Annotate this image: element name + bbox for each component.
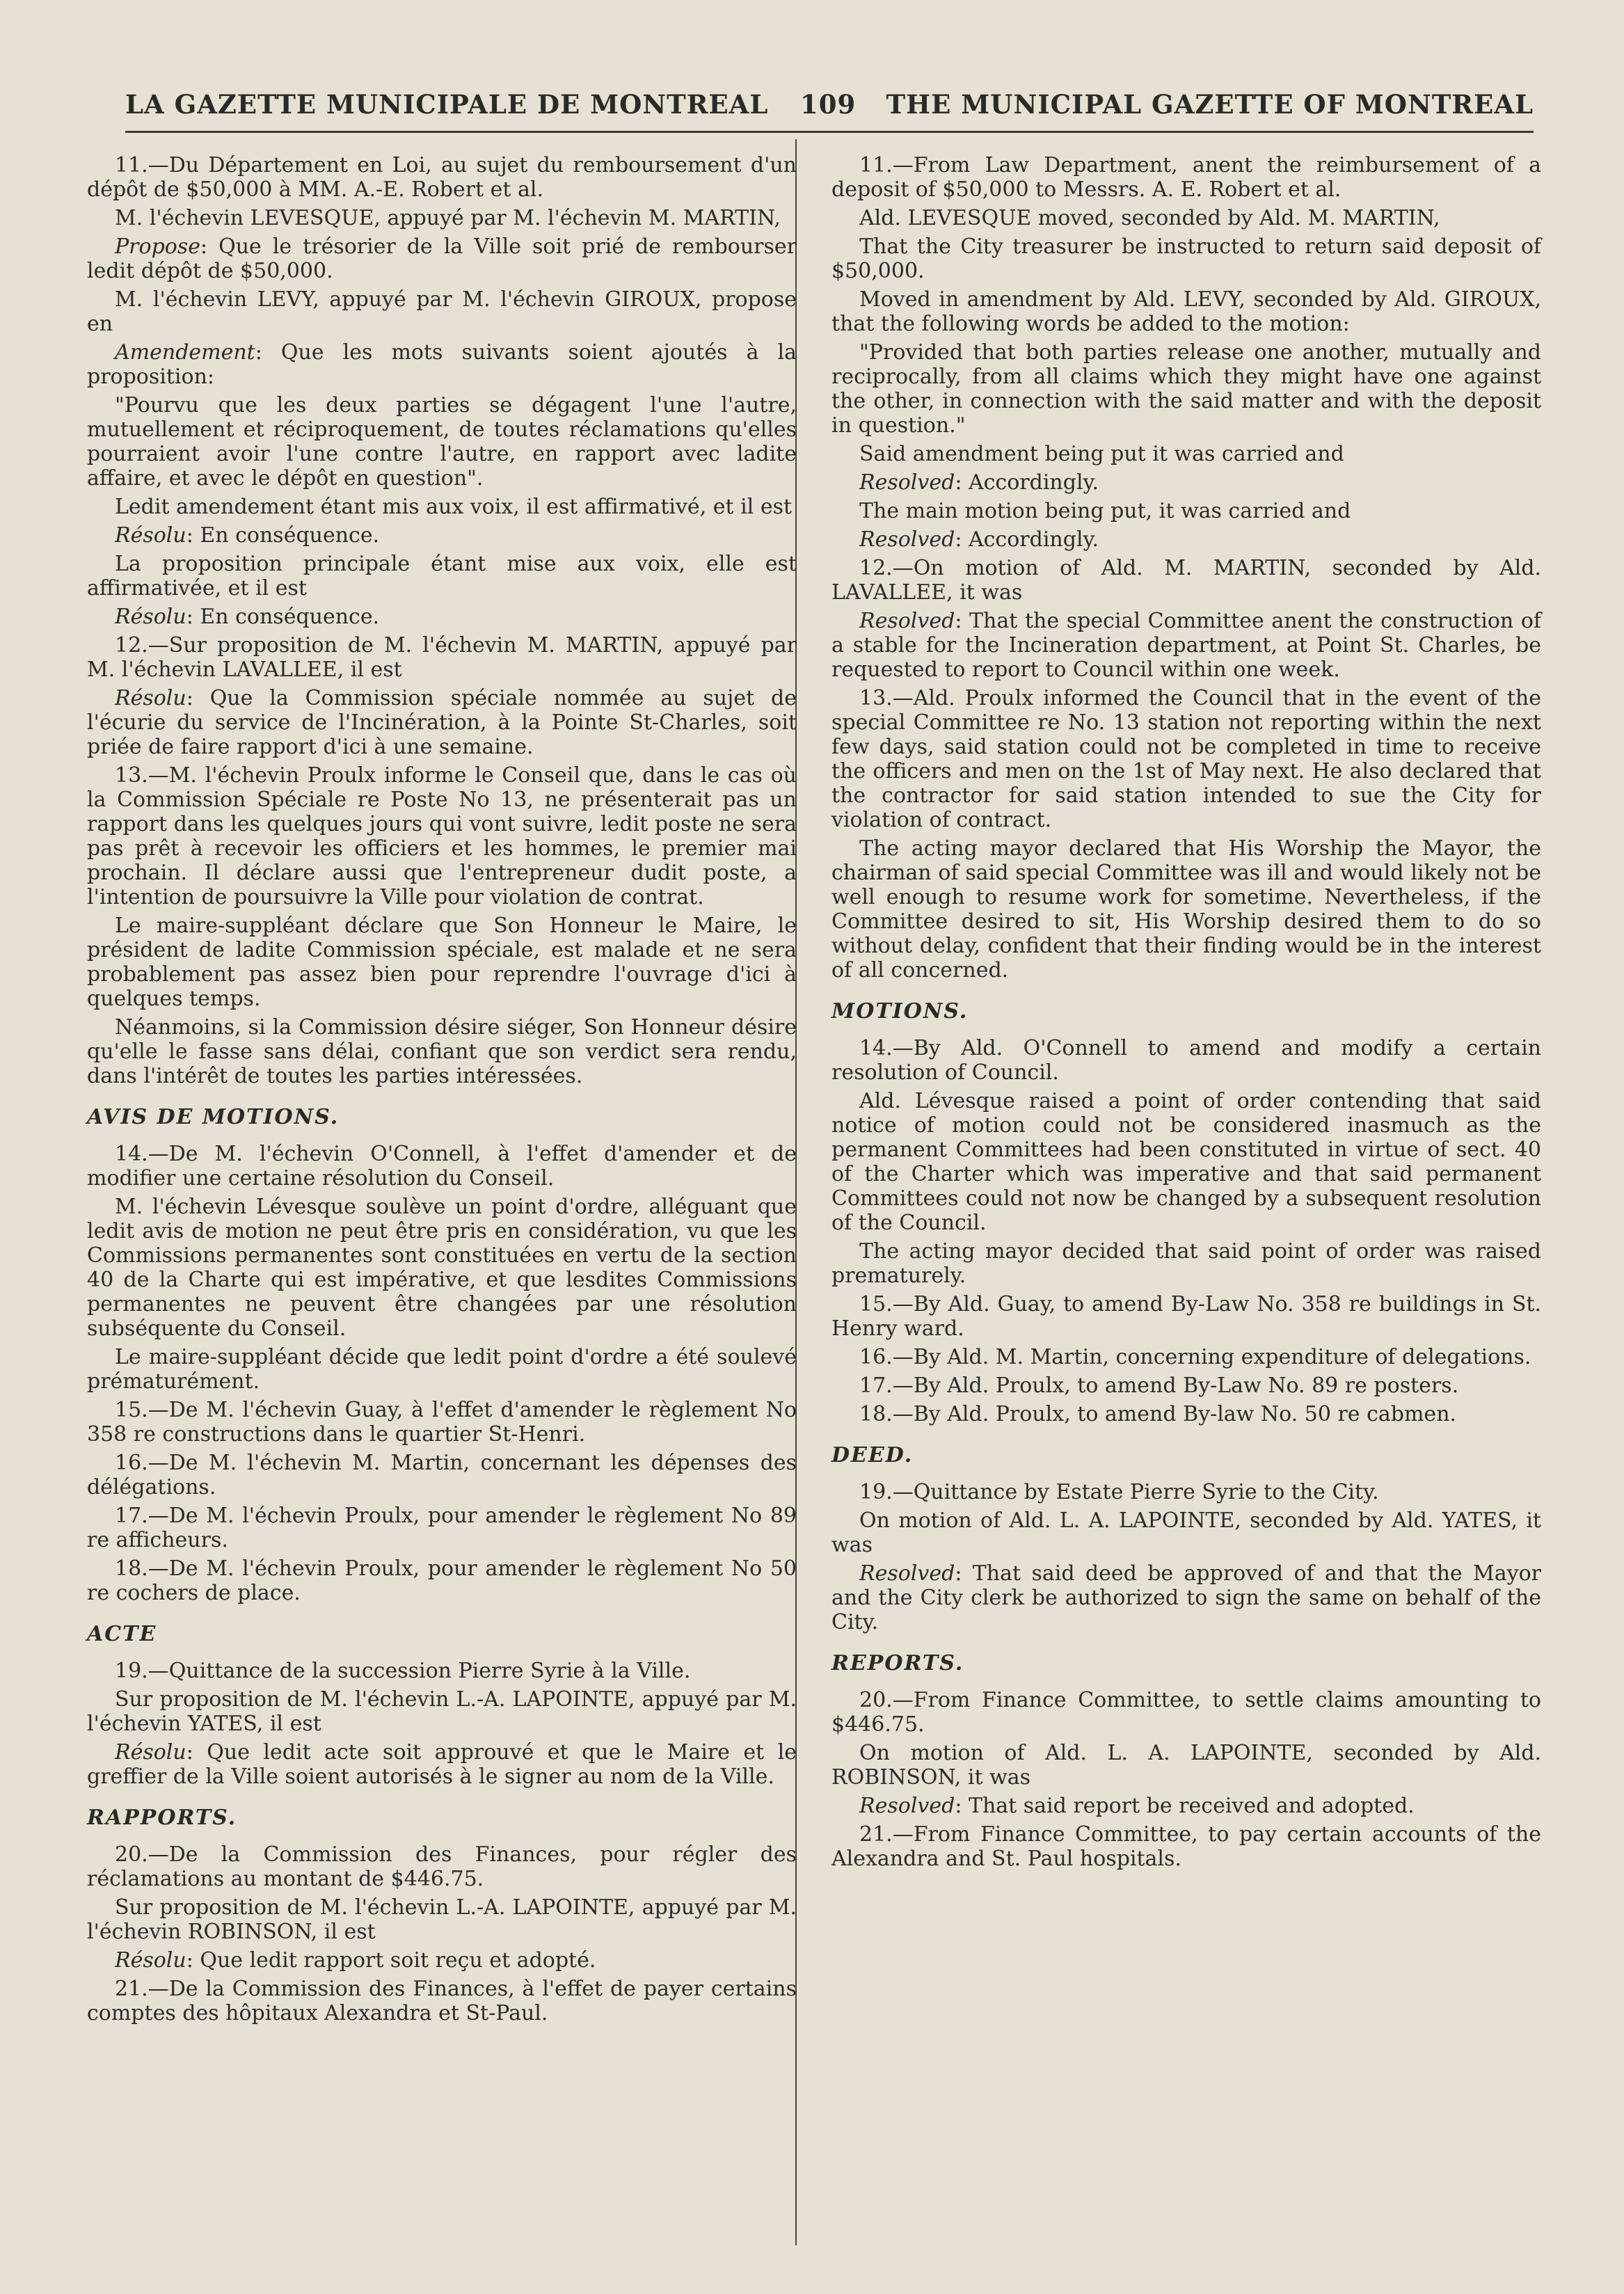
english-paragraph-text: "Provided that both parties release one another, mutually and reciprocally, from all claims which they might have one against the other, in connection with the said matter and with the deposit in question.": [831, 340, 1541, 438]
english-paragraph-text: 16.—By Ald. M. Martin, concerning expenditure of delegations.: [859, 1345, 1531, 1369]
english-paragraph: [831, 1089, 1541, 1235]
english-paragraph-text: 17.—By Ald. Proulx, to amend By-Law No. 89 re posters.: [859, 1373, 1459, 1398]
french-section-heading: RAPPORTS.: [87, 1806, 237, 1830]
english-resolution-keyword: Resolved: [859, 1561, 955, 1586]
french-paragraph: [87, 287, 797, 336]
french-paragraph: [87, 1142, 797, 1190]
french-resolution-keyword: Résolu: [115, 523, 186, 548]
french-paragraph-text: 17.—De M. l'échevin Proulx, pour amender le règlement No 89 re afficheurs.: [87, 1504, 797, 1552]
english-column: [831, 153, 1541, 1875]
french-paragraph-text: Le maire-suppléant déclare que Son Honneur le Maire, le président de ladite Commission spéciale, est malade et ne sera probablement pas assez bien pour reprendre l'ouvrage d'ici à quelques temps.: [87, 914, 797, 1011]
french-paragraph: [87, 1195, 797, 1341]
running-header: [125, 89, 1534, 133]
english-paragraph: [831, 1402, 1541, 1426]
english-resolution-keyword: Resolved: [859, 609, 955, 633]
french-paragraph-text: "Pourvu que les deux parties se dégagent l'une l'autre, mutuellement et réciproquement, de toutes réclamations qu'elles pourraient avoir l'une contre l'autre, en rapport avec ladite affaire, et avec le dépôt en question".: [87, 393, 797, 491]
french-paragraph: [87, 1842, 797, 1891]
french-paragraph: [87, 340, 797, 389]
english-paragraph-text: The acting mayor declared that His Worship the Mayor, the chairman of said special Committee was ill and would likely not be well enough to resume work for sometime. Nevertheless, if the Committee desired to sit, His Worship desired them to do so without delay, confident that their finding would be in the interest of all concerned.: [831, 836, 1541, 982]
french-paragraph-text: 20.—De la Commission des Finances, pour régler des réclamations au montant de $446.75.: [87, 1842, 797, 1891]
english-paragraph-text: : That the special Committee anent the construction of a stable for the Incineration department, at Point St. Charles, be requested to report to Council within one week.: [831, 609, 1541, 682]
french-paragraph: [87, 1015, 797, 1088]
french-paragraph-text: : Que ledit acte soit approuvé et que le Maire et le greffier de la Ville soient autorisés à le signer au nom de la Ville.: [87, 1740, 797, 1789]
french-paragraph-text: : Que la Commission spéciale nommée au sujet de l'écurie du service de l'Incinération, à la Pointe St-Charles, soit priée de faire rapport d'ici à une semaine.: [87, 686, 797, 759]
english-resolution-keyword: Resolved: [859, 470, 955, 495]
english-paragraph: [831, 1561, 1541, 1634]
english-section-heading: MOTIONS.: [831, 999, 969, 1023]
french-paragraph-text: 18.—De M. l'échevin Proulx, pour amender le règlement No 50 re cochers de place.: [87, 1556, 797, 1605]
english-paragraph: [831, 1373, 1541, 1398]
french-paragraph: [87, 206, 797, 230]
french-paragraph-text: 13.—M. l'échevin Proulx informe le Conseil que, dans le cas où la Commission Spéciale re Poste No 13, ne présenterait pas un rapport dans les quelques jours qui vont suivre, ledit poste ne sera pas prêt à recevoir les officiers et les hommes, le premier mai prochain. Il déclare aussi que l'entrepreneur dudit poste, a l'intention de poursuivre la Ville pour violation de contrat.: [87, 763, 797, 909]
english-paragraph-text: 21.—From Finance Committee, to pay certain accounts of the Alexandra and St. Paul hospitals.: [831, 1822, 1541, 1871]
french-paragraph-text: : Que les mots suivants soient ajoutés à la proposition:: [87, 340, 797, 389]
english-paragraph: [831, 1239, 1541, 1288]
english-paragraph: [831, 234, 1541, 283]
english-paragraph-text: The acting mayor decided that said point of order was raised prematurely.: [831, 1239, 1541, 1288]
french-paragraph-text: : Que le trésorier de la Ville soit prié de rembourser ledit dépôt de $50,000.: [87, 234, 797, 283]
french-resolution-keyword: Amendement: [115, 340, 255, 365]
french-paragraph-text: : Que ledit rapport soit reçu et adopté.: [186, 1948, 596, 1973]
english-paragraph-text: 18.—By Ald. Proulx, to amend By-law No. 50 re cabmen.: [859, 1402, 1457, 1426]
english-paragraph: [831, 287, 1541, 336]
french-paragraph-text: Sur proposition de M. l'échevin L.-A. LAPOINTE, appuyé par M. l'échevin YATES, il est: [87, 1687, 797, 1736]
french-paragraph-text: 21.—De la Commission des Finances, à l'effet de payer certains comptes des hôpitaux Alexandra et St-Paul.: [87, 1977, 797, 2025]
french-paragraph: [87, 523, 797, 548]
english-paragraph-text: 13.—Ald. Proulx informed the Council that in the event of the special Committee re No. 13 station not reporting within the next few days, said station could not be completed in time to receive the officers and men on the 1st of May next. He also declared that the contractor for said station intended to sue the City for violation of contract.: [831, 686, 1541, 832]
french-section-heading: AVIS DE MOTIONS.: [87, 1105, 340, 1129]
english-paragraph: [831, 442, 1541, 466]
french-resolution-keyword: Propose: [115, 234, 201, 259]
english-paragraph: [831, 1794, 1541, 1818]
french-paragraph-text: 14.—De M. l'échevin O'Connell, à l'effet d'amender et de modifier une certaine résolution du Conseil.: [87, 1142, 797, 1190]
english-resolution-keyword: Resolved: [859, 527, 955, 552]
english-paragraph-text: 11.—From Law Department, anent the reimbursement of a deposit of $50,000 to Messrs. A. E. Robert et al.: [831, 153, 1541, 202]
french-paragraph-text: : En conséquence.: [186, 523, 380, 548]
english-paragraph: [831, 1345, 1541, 1369]
french-paragraph: [87, 234, 797, 283]
french-paragraph-text: 11.—Du Département en Loi, au sujet du remboursement d'un dépôt de $50,000 à MM. A.-E. Robert et al.: [87, 153, 797, 202]
french-paragraph: [87, 1556, 797, 1605]
english-paragraph: [831, 470, 1541, 495]
english-paragraph-text: Moved in amendment by Ald. LEVY, seconded by Ald. GIROUX, that the following words be added to the motion:: [831, 287, 1541, 336]
french-paragraph: [87, 1687, 797, 1736]
english-section-heading: REPORTS.: [831, 1651, 964, 1675]
french-paragraph: [87, 914, 797, 1011]
english-paragraph-text: : That said deed be approved of and that the Mayor and the City clerk be authorized to sign the same on behalf of the City.: [831, 1561, 1541, 1634]
french-paragraph: [87, 633, 797, 682]
french-paragraph-text: 15.—De M. l'échevin Guay, à l'effet d'amender le règlement No 358 re constructions dans le quartier St-Henri.: [87, 1398, 797, 1447]
french-section-heading: ACTE: [87, 1622, 157, 1646]
french-paragraph: [87, 1451, 797, 1499]
french-paragraph: [87, 393, 797, 491]
english-paragraph: [831, 1480, 1541, 1504]
french-paragraph: [87, 1504, 797, 1552]
french-paragraph-text: Néanmoins, si la Commission désire siéger, Son Honneur désire qu'elle le fasse sans délai, confiant que son verdict sera rendu, dans l'intérêt de toutes les parties intéressées.: [87, 1015, 797, 1088]
english-paragraph-text: That the City treasurer be instructed to return said deposit of $50,000.: [831, 234, 1541, 283]
french-paragraph: [87, 1895, 797, 1944]
french-paragraph: [87, 153, 797, 202]
english-paragraph: [831, 340, 1541, 438]
english-paragraph-text: : Accordingly.: [955, 470, 1099, 495]
french-paragraph-text: 12.—Sur proposition de M. l'échevin M. MARTIN, appuyé par M. l'échevin LAVALLEE, il est: [87, 633, 797, 682]
english-paragraph: [831, 1822, 1541, 1871]
header-english-title: THE MUNICIPAL GAZETTE OF MONTREAL: [886, 89, 1534, 120]
english-paragraph-text: The main motion being put, it was carried and: [859, 499, 1351, 523]
english-resolution-keyword: Resolved: [859, 1794, 955, 1818]
english-paragraph: [831, 836, 1541, 982]
english-paragraph-text: 15.—By Ald. Guay, to amend By-Law No. 358 re buildings in St. Henry ward.: [831, 1292, 1541, 1341]
english-paragraph-text: 19.—Quittance by Estate Pierre Syrie to the City.: [859, 1480, 1379, 1504]
french-paragraph: [87, 605, 797, 629]
french-column: [87, 153, 797, 2030]
english-paragraph-text: Ald. LEVESQUE moved, seconded by Ald. M. MARTIN,: [859, 206, 1440, 230]
french-resolution-keyword: Résolu: [115, 1740, 186, 1765]
french-resolution-keyword: Résolu: [115, 605, 186, 629]
french-paragraph-text: M. l'échevin Lévesque soulève un point d'ordre, alléguant que ledit avis de motion ne peut être pris en considération, vu que les Commissions permanentes sont constituées en vertu de la section 40 de la Charte qui est impérative, et que lesdites Commissions permanentes ne peuvent être changées par une résolution subséquente du Conseil.: [87, 1195, 797, 1341]
french-paragraph-text: 16.—De M. l'échevin M. Martin, concernant les dépenses des délégations.: [87, 1451, 797, 1499]
french-paragraph-text: Le maire-suppléant décide que ledit point d'ordre a été soulevé prématurément.: [87, 1345, 797, 1394]
english-paragraph-text: On motion of Ald. L. A. LAPOINTE, seconded by Ald. ROBINSON, it was: [831, 1741, 1541, 1790]
french-paragraph-text: La proposition principale étant mise aux voix, elle est affirmativée, et il est: [87, 552, 797, 600]
english-paragraph-text: Said amendment being put it was carried and: [859, 442, 1344, 466]
french-paragraph-text: M. l'échevin LEVY, appuyé par M. l'échevin GIROUX, propose en: [87, 287, 797, 336]
english-paragraph: [831, 1292, 1541, 1341]
french-paragraph: [87, 1948, 797, 1973]
english-paragraph: [831, 686, 1541, 832]
french-resolution-keyword: Résolu: [115, 686, 186, 710]
english-paragraph-text: : Accordingly.: [955, 527, 1099, 552]
english-paragraph: [831, 153, 1541, 202]
english-paragraph-text: : That said report be received and adopted.: [955, 1794, 1415, 1818]
english-paragraph-text: Ald. Lévesque raised a point of order contending that said notice of motion could not be considered inasmuch as the permanent Committees had been constituted in virtue of sect. 40 of the Charter which was imperative and that said permanent Committees could not now be changed by a subsequent resolution of the Council.: [831, 1089, 1541, 1235]
french-paragraph: [87, 763, 797, 909]
english-paragraph: [831, 1036, 1541, 1085]
french-resolution-keyword: Résolu: [115, 1948, 186, 1973]
french-paragraph-text: : En conséquence.: [186, 605, 380, 629]
english-paragraph: [831, 1508, 1541, 1557]
page-number: 109: [800, 89, 857, 120]
french-paragraph: [87, 1398, 797, 1447]
french-paragraph: [87, 495, 797, 519]
english-paragraph: [831, 1688, 1541, 1737]
french-paragraph: [87, 552, 797, 600]
french-paragraph: [87, 1659, 797, 1683]
french-paragraph-text: Sur proposition de M. l'échevin L.-A. LAPOINTE, appuyé par M. l'échevin ROBINSON, il est: [87, 1895, 797, 1944]
header-french-title: LA GAZETTE MUNICIPALE DE MONTREAL: [125, 89, 769, 120]
french-paragraph-text: 19.—Quittance de la succession Pierre Syrie à la Ville.: [115, 1659, 691, 1683]
english-section-heading: DEED.: [831, 1443, 914, 1467]
english-paragraph-text: 12.—On motion of Ald. M. MARTIN, seconded by Ald. LAVALLEE, it was: [831, 556, 1541, 605]
english-paragraph-text: 20.—From Finance Committee, to settle claims amounting to $446.75.: [831, 1688, 1541, 1737]
french-paragraph: [87, 686, 797, 759]
french-paragraph: [87, 1345, 797, 1394]
english-paragraph: [831, 556, 1541, 605]
french-paragraph-text: Ledit amendement étant mis aux voix, il est affirmativé, et il est: [115, 495, 793, 519]
french-paragraph: [87, 1977, 797, 2025]
english-paragraph: [831, 1741, 1541, 1790]
english-paragraph: [831, 527, 1541, 552]
english-paragraph: [831, 499, 1541, 523]
english-paragraph: [831, 609, 1541, 682]
french-paragraph-text: M. l'échevin LEVESQUE, appuyé par M. l'échevin M. MARTIN,: [115, 206, 781, 230]
french-paragraph: [87, 1740, 797, 1789]
english-paragraph-text: On motion of Ald. L. A. LAPOINTE, seconded by Ald. YATES, it was: [831, 1508, 1541, 1557]
english-paragraph: [831, 206, 1541, 230]
english-paragraph-text: 14.—By Ald. O'Connell to amend and modify a certain resolution of Council.: [831, 1036, 1541, 1085]
